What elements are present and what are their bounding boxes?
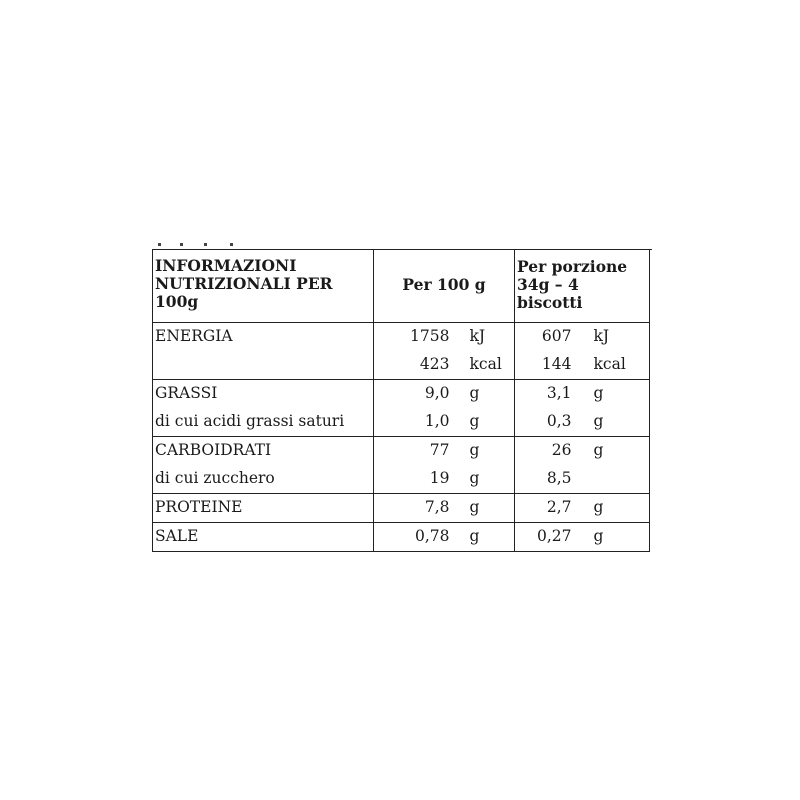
value-per-portion: 8,5 [515,465,584,494]
unit-per-100g: kJ [464,322,515,351]
value-per-100g: 7,8 [374,494,464,523]
unit-per-100g: g [464,523,515,552]
unit-per-portion: kJ [584,322,650,351]
unit-per-portion: kcal [584,351,650,380]
header-per-portion [515,249,650,322]
header-label: INFORMAZIONI NUTRIZIONALI PER 100g [153,249,374,322]
value-per-100g: 77 [429,441,450,460]
header-per-portion-line2: 34g – 4 biscotti [517,275,583,313]
row-label: CARBOIDRATI [153,437,374,466]
unit-per-100g: g [464,408,515,437]
table-row [153,465,650,494]
table-row [153,437,650,466]
header-per-100g: Per 100 g [374,249,515,322]
unit-per-portion: g [584,494,650,523]
unit-per-portion [584,465,650,494]
row-label: di cui zucchero [153,465,374,494]
row-label: SALE [153,523,374,552]
unit-per-portion: g [584,523,650,552]
unit-per-portion: g [584,408,650,437]
value-per-portion: 144 [515,351,584,380]
row-label: di cui acidi grassi saturi [153,408,374,437]
unit-per-100g: kcal [464,351,515,380]
value-per-100g: 1,0 [374,408,464,437]
row-label: ENERGIA [153,322,374,351]
table-row [153,380,650,409]
row-label: GRASSI [153,380,374,409]
value-per-100g: 19 [374,465,464,494]
nutrition-table [152,249,650,552]
unit-per-portion: g [584,380,650,409]
value-per-portion: 0,3 [515,408,584,437]
value-per-portion: 607 [541,327,572,345]
value-per-portion: 26 [551,441,572,460]
table-header-row [153,249,650,322]
row-label [153,351,374,380]
value-per-100g: 9,0 [424,384,450,403]
value-per-portion: 2,7 [515,494,584,523]
value-per-100g: 423 [374,351,464,380]
scan-fragment [150,241,270,247]
table-row [153,494,650,523]
table-row [153,523,650,552]
value-per-100g: 0,78 [374,523,464,552]
unit-per-100g: g [464,465,515,494]
value-per-100g: 1758 [410,327,450,345]
table-row [153,322,650,351]
value-per-portion: 0,27 [515,523,584,552]
unit-per-100g: g [464,380,515,409]
unit-per-100g: g [464,494,515,523]
row-label: PROTEINE [153,494,374,523]
header-per-portion-line1: Per porzione [517,257,628,277]
unit-per-portion: g [584,437,650,466]
table-row [153,408,650,437]
unit-per-100g: g [464,437,515,466]
table-row [153,351,650,380]
value-per-portion: 3,1 [546,384,572,403]
